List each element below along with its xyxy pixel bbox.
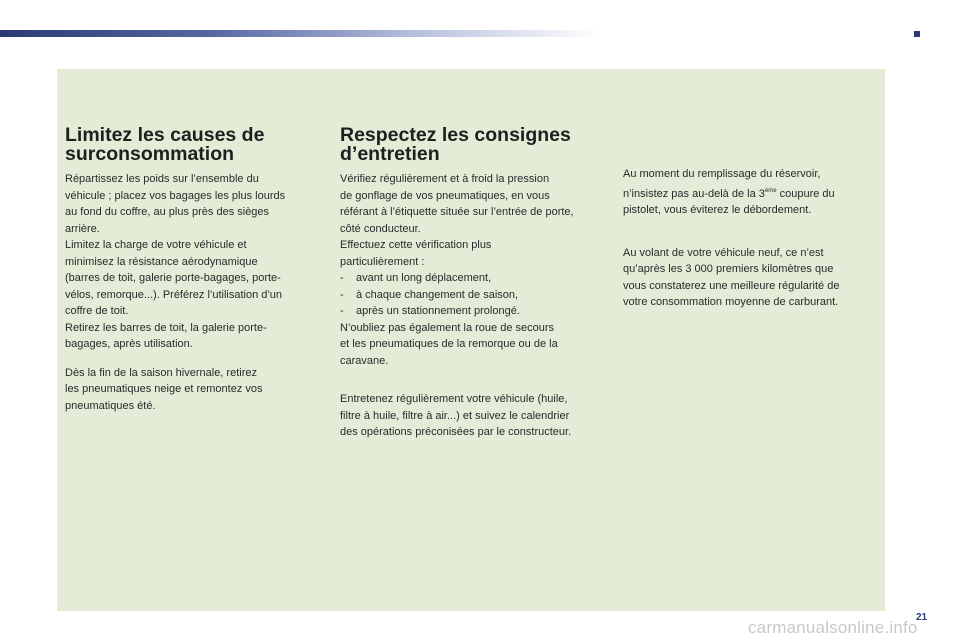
text-line: pneumatiques été. bbox=[65, 399, 156, 412]
header-square-marker bbox=[914, 31, 920, 37]
watermark-text: carmanualsonline.info bbox=[748, 618, 918, 637]
dash-marker: - bbox=[340, 288, 344, 301]
list-item bbox=[340, 270, 610, 287]
text-line: (barres de toit, galerie porte-bagages, porte- bbox=[65, 272, 281, 284]
text-line: Limitez la charge de votre véhicule et bbox=[65, 239, 247, 251]
text-line: n’insistez pas au-delà de la 3 bbox=[623, 187, 765, 200]
list-item-text: après un stationnement prolongé. bbox=[356, 305, 520, 317]
text-line: filtre à huile, filtre à air...) et suivez le calendrier bbox=[340, 409, 570, 422]
text-line: Au moment du remplissage du réservoir, bbox=[623, 168, 821, 180]
text-line: référant à l’étiquette située sur l’entrée de porte, bbox=[340, 206, 574, 218]
text-line: caravane. bbox=[340, 354, 389, 367]
dash-marker: - bbox=[340, 272, 344, 284]
column-refuelling bbox=[623, 166, 873, 311]
list-item-text: avant un long déplacement, bbox=[356, 272, 492, 284]
paragraph-refuel bbox=[623, 166, 873, 219]
text-line: particulièrement : bbox=[340, 255, 425, 268]
column-maintenance bbox=[340, 126, 610, 441]
paragraph-spare-wheel bbox=[340, 320, 610, 370]
text-line: Effectuez cette vérification plus bbox=[340, 239, 492, 251]
text-line: coupure du bbox=[776, 187, 835, 200]
text-line: pistolet, vous éviterez le débordement. bbox=[623, 204, 812, 216]
title-line: Limitez les causes de bbox=[65, 124, 265, 146]
text-line: Au volant de votre véhicule neuf, ce n’est bbox=[623, 246, 824, 259]
paragraph-winter-tyres bbox=[65, 365, 325, 415]
text-line: bagages, après utilisation. bbox=[65, 338, 193, 350]
text-line: vous constaterez une meilleure régularité de bbox=[623, 279, 840, 292]
title-line: d’entretien bbox=[340, 143, 440, 165]
list-item bbox=[340, 303, 610, 320]
list-item-text: à chaque changement de saison, bbox=[356, 288, 519, 301]
bullet-list bbox=[340, 270, 610, 320]
paragraph-weight-load bbox=[65, 171, 325, 353]
paragraph-tyre-pressure bbox=[340, 171, 610, 270]
paragraph-new-vehicle bbox=[623, 245, 873, 311]
text-line: et les pneumatiques de la remorque ou de la bbox=[340, 338, 558, 350]
text-line: vélos, remorque...). Préférez l’utilisation d’un bbox=[65, 288, 283, 301]
list-item bbox=[340, 287, 610, 304]
text-line: Dès la fin de la saison hivernale, retirez bbox=[65, 366, 257, 379]
text-line: des opérations préconisées par le constructeur. bbox=[340, 426, 572, 438]
paragraph-service-schedule bbox=[340, 391, 610, 441]
text-line: qu’après les 3 000 premiers kilomètres que bbox=[623, 263, 834, 275]
page-number: 21 bbox=[916, 612, 928, 623]
header-gradient-bar bbox=[0, 30, 600, 37]
dash-marker: - bbox=[340, 305, 344, 317]
text-line: votre consommation moyenne de carburant. bbox=[623, 296, 839, 308]
superscript: ème bbox=[764, 187, 777, 194]
text-line: arrière. bbox=[65, 222, 100, 235]
title-line: surconsommation bbox=[65, 143, 235, 165]
text-line: les pneumatiques neige et remontez vos bbox=[65, 383, 263, 395]
text-line: minimisez la résistance aérodynamique bbox=[65, 255, 258, 268]
text-line: côté conducteur. bbox=[340, 222, 421, 235]
text-line: au fond du coffre, au plus près des sièges bbox=[65, 206, 270, 218]
section-title-consumption bbox=[65, 126, 325, 164]
text-line: Vérifiez régulièrement et à froid la pression bbox=[340, 173, 550, 185]
column-consumption-causes bbox=[65, 126, 325, 414]
text-line: Répartissez les poids sur l’ensemble du bbox=[65, 173, 259, 185]
text-line: Entretenez régulièrement votre véhicule (huile, bbox=[340, 393, 568, 405]
text-line: N’oubliez pas également la roue de secours bbox=[340, 321, 555, 334]
text-line: Retirez les barres de toit, la galerie porte- bbox=[65, 321, 267, 334]
text-line: véhicule ; placez vos bagages les plus lourds bbox=[65, 189, 286, 202]
title-line: Respectez les consignes bbox=[340, 124, 571, 146]
text-line: de gonflage de vos pneumatiques, en vous bbox=[340, 189, 550, 202]
text-line: coffre de toit. bbox=[65, 305, 129, 317]
section-title-maintenance bbox=[340, 126, 610, 164]
